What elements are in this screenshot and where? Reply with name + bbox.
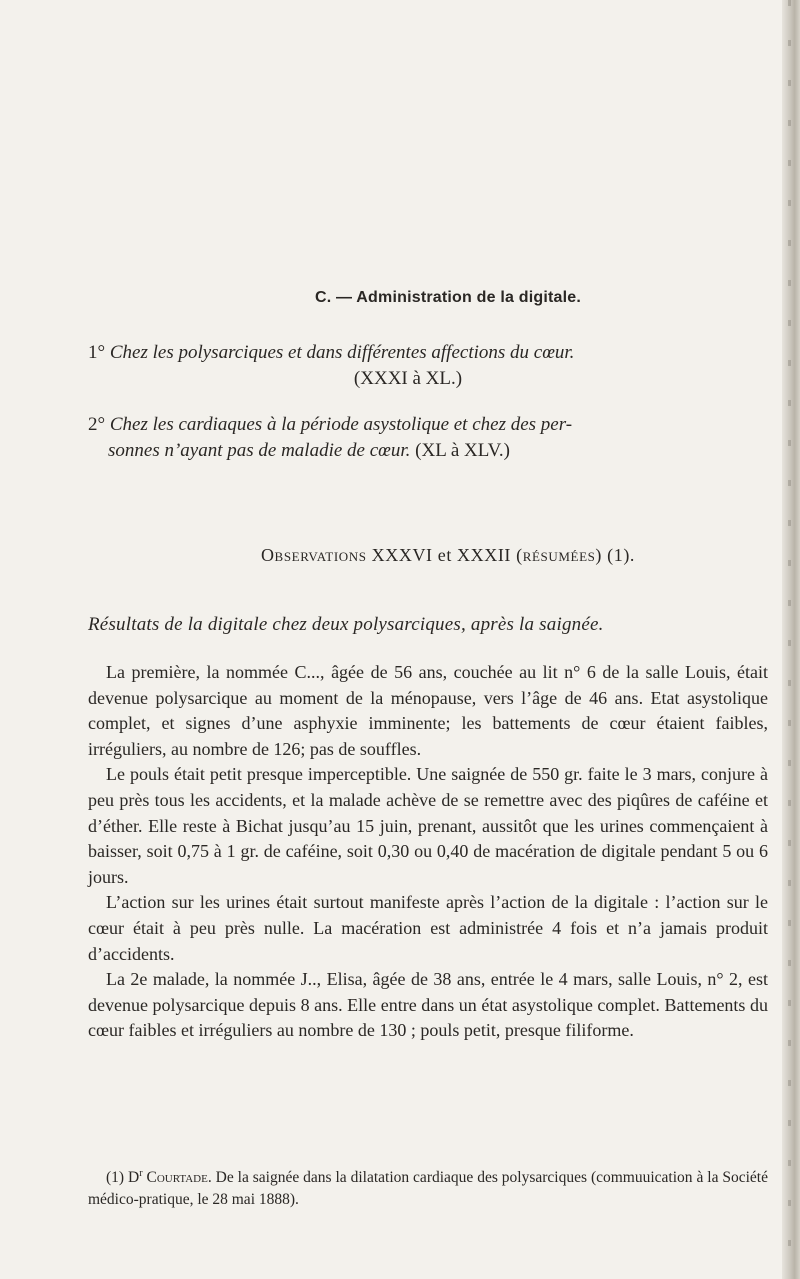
footnote-marker-sup: r (139, 1167, 143, 1179)
item-reference: (XL à XLV.) (410, 440, 510, 461)
footnote-marker: (1) D (106, 1169, 140, 1186)
observations-resumees: (résumées) (516, 545, 603, 565)
item-reference: (XXXI à XL.) (353, 368, 463, 389)
item-number: 2° (88, 414, 110, 435)
page-edge (782, 0, 800, 1279)
body-text (88, 660, 768, 1044)
paragraph-2: Le pouls était petit presque imperceptible. Une saignée de 550 gr. faite le 3 mars, conjure à peu près tous les accidents, et la malade achève de se remettre avec des piqûres de caféine et d’éther. Elle reste à Bichat jusqu’au 15 juin, prenant, aussitôt que les urines commençaient à baisser, soit 0,75 à 1 gr. de caféine, soit 0,30 ou 0,40 de macération de digitale pendant 5 ou 6 jours. (88, 764, 768, 887)
result-heading: Résultats de la digitale chez deux polysarciques, après la saignée. (88, 614, 604, 635)
paragraph-4: La 2e malade, la nommée J.., Elisa, âgée de 38 ans, entrée le 4 mars, salle Louis, n° 2, est devenue polysarcique depuis 8 ans. Elle entre dans un état asystolique complet. Battements du cœur faibles et irréguliers au nombre de 130 ; pouls petit, presque filiforme. (88, 969, 768, 1041)
item-text-line1: Chez les cardiaques à la période asystolique et chez des per- (109, 414, 573, 435)
observations-prefix: Observations (260, 545, 367, 565)
observations-note-ref: (1). (602, 545, 636, 565)
list-item-2 (88, 412, 768, 464)
item-number: 1° (88, 342, 110, 363)
observations-numbers: XXXVI et XXXII (366, 545, 517, 565)
footnote-text: De la saignée dans la dilatation cardiaque des polysarciques (commuuication à la Société médico-pratique, le 28 mai 1888). (88, 1169, 768, 1208)
list-item-1 (88, 340, 768, 392)
paragraph-3: L’action sur les urines était surtout manifeste après l’action de la digitale : l’action sur le cœur était à peu près nulle. La macération est administrée 4 fois et n’a jamais produit d’accidents. (88, 892, 768, 964)
paragraph-1: La première, la nommée C..., âgée de 56 ans, couchée au lit n° 6 de la salle Louis, était devenue polysarcique au moment de la ménopause, vers l’âge de 46 ans. Etat asystolique complet, et signes d’une asphyxie imminente; les battements de cœur étaient faibles, irréguliers, au nombre de 126; pas de souffles. (88, 662, 768, 759)
footnote (88, 1167, 768, 1211)
footnote-author: Courtade. (142, 1169, 212, 1186)
section-heading: C. — Administration de la digitale. (315, 289, 581, 306)
item-text: Chez les polysarciques et dans différentes affections du cœur. (109, 342, 575, 363)
item-text-line2: sonnes n’ayant pas de maladie de cœur. (108, 440, 411, 461)
observations-heading (88, 545, 800, 566)
